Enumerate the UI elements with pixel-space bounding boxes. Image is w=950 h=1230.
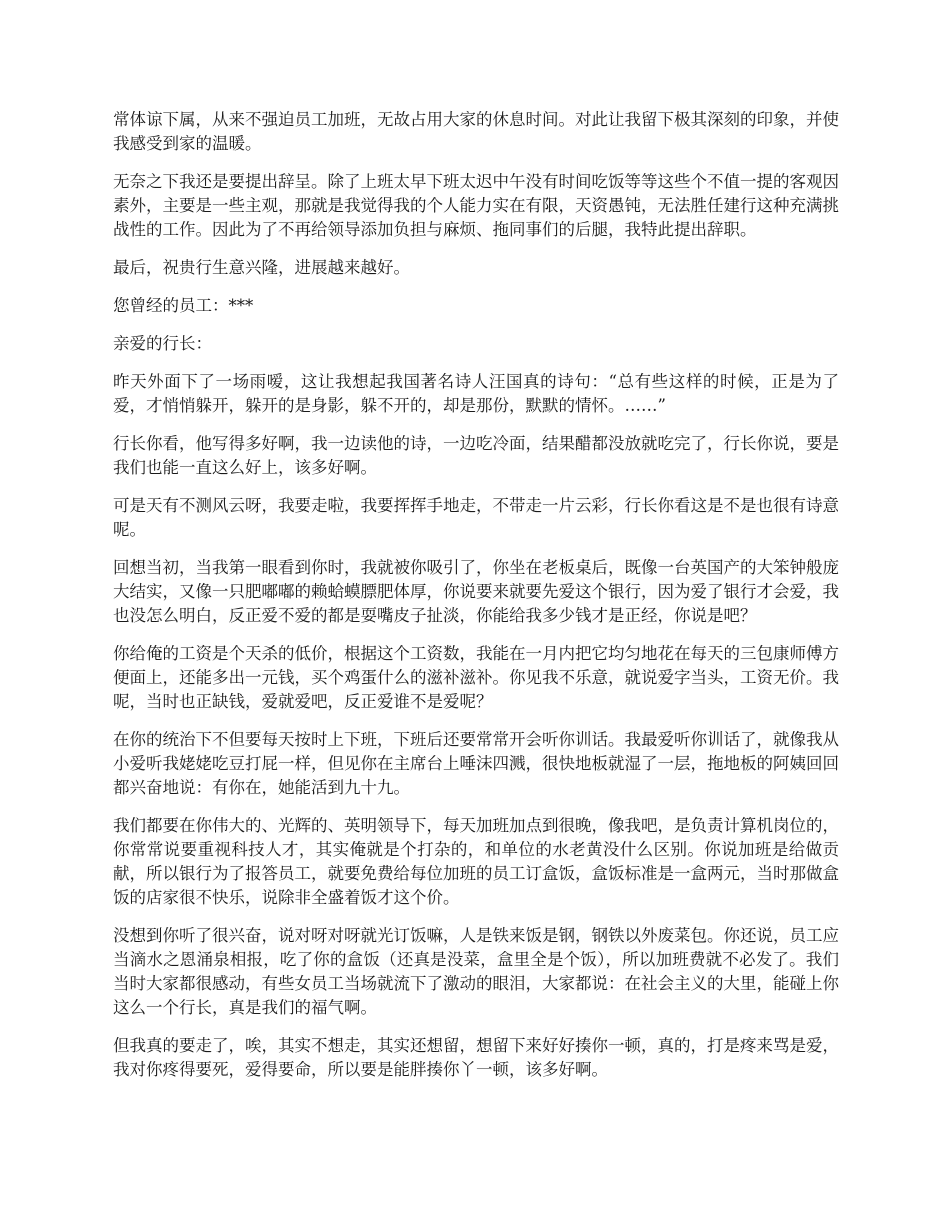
paragraph: 回想当初，当我第一眼看到你时，我就被你吸引了，你坐在老板桌后，既像一台英国产的大笨钟般庞大结实，又像一只肥嘟嘟的赖蛤蟆膘肥体厚，你说要来就要先爱这个银行，因为爱了银行才会爱，我也没怎么明白，反正爱不爱的都是耍嘴皮子扯淡，你能给我多少钱才是正经，你说是吧？ — [113, 558, 839, 625]
paragraph: 昨天外面下了一场雨嗳，这让我想起我国著名诗人汪国真的诗句：“总有些这样的时候，正是为了爱，才悄悄躲开，躲开的是身影，躲不开的，却是那份，默默的情怀。……” — [113, 372, 839, 415]
paragraph: 常体谅下属，从来不强迫员工加班，无故占用大家的休息时间。对此让我留下极其深刻的印象，并使我感受到家的温暖。 — [113, 110, 839, 153]
paragraph: 你给俺的工资是个天杀的低价，根据这个工资数，我能在一月内把它均匀地花在每天的三包康师傅方便面上，还能多出一元钱，买个鸡蛋什么的滋补滋补。你见我不乐意，就说爱字当头，工资无价。我呢，当时也正缺钱，爱就爱吧，反正爱谁不是爱呢？ — [113, 644, 839, 711]
salutation: 亲爱的行长： — [113, 334, 212, 353]
paragraph: 行长你看，他写得多好啊，我一边读他的诗，一边吃冷面，结果醋都没放就吃完了，行长你说，要是我们也能一直这么好上，该多好啊。 — [113, 434, 839, 477]
paragraph: 可是天有不测风云呀，我要走啦，我要挥挥手地走，不带走一片云彩，行长你看这是不是也很有诗意呢。 — [113, 496, 839, 539]
document-body — [113, 108, 839, 1096]
paragraph: 在你的统治下不但要每天按时上下班，下班后还要常常开会听你训话。我最爱听你训话了，就像我从小爱听我姥姥吃豆打屁一样，但见你在主席台上唾沫四溅，很快地板就湿了一层，拖地板的阿姨回回都兴奋地说：有你在，她能活到九十九。 — [113, 730, 839, 797]
paragraph: 无奈之下我还是要提出辞呈。除了上班太早下班太迟中午没有时间吃饭等等这些个不值一提的客观因素外，主要是一些主观，那就是我觉得我的个人能力实在有限，天资愚钝，无法胜任建行这种充满挑战性的工作。因此为了不再给领导添加负担与麻烦、拖同事们的后腿，我特此提出辞职。 — [113, 172, 839, 239]
paragraph: 但我真的要走了，唉，其实不想走，其实还想留，想留下来好好揍你一顿，真的，打是疼来骂是爱，我对你疼得要死，爱得要命，所以要是能胖揍你丫一顿，该多好啊。 — [113, 1036, 839, 1079]
closing-wish: 最后，祝贵行生意兴隆，进展越来越好。 — [113, 258, 410, 277]
signature: 您曾经的员工：*** — [113, 296, 254, 315]
paragraph: 没想到你听了很兴奋，说对呀对呀就光订饭嘛，人是铁来饭是钢，钢铁以外废菜包。你还说，员工应当滴水之恩涌泉相报，吃了你的盒饭（还真是没菜，盒里全是个饭），所以加班费就不必发了。我们当时大家都很感动，有些女员工当场就流下了激动的眼泪，大家都说：在社会主义的大里，能碰上你这么一个行长，真是我们的福气啊。 — [113, 926, 839, 1017]
paragraph: 我们都要在你伟大的、光辉的、英明领导下，每天加班加点到很晚，像我吧，是负责计算机岗位的，你常常说要重视科技人才，其实俺就是个打杂的，和单位的水老黄没什么区别。你说加班是给做贡献，所以银行为了报答员工，就要免费给每位加班的员工订盒饭，盒饭标准是一盒两元，当时那做盒饭的店家很不快乐，说除非全盛着饭才这个价。 — [113, 816, 839, 907]
